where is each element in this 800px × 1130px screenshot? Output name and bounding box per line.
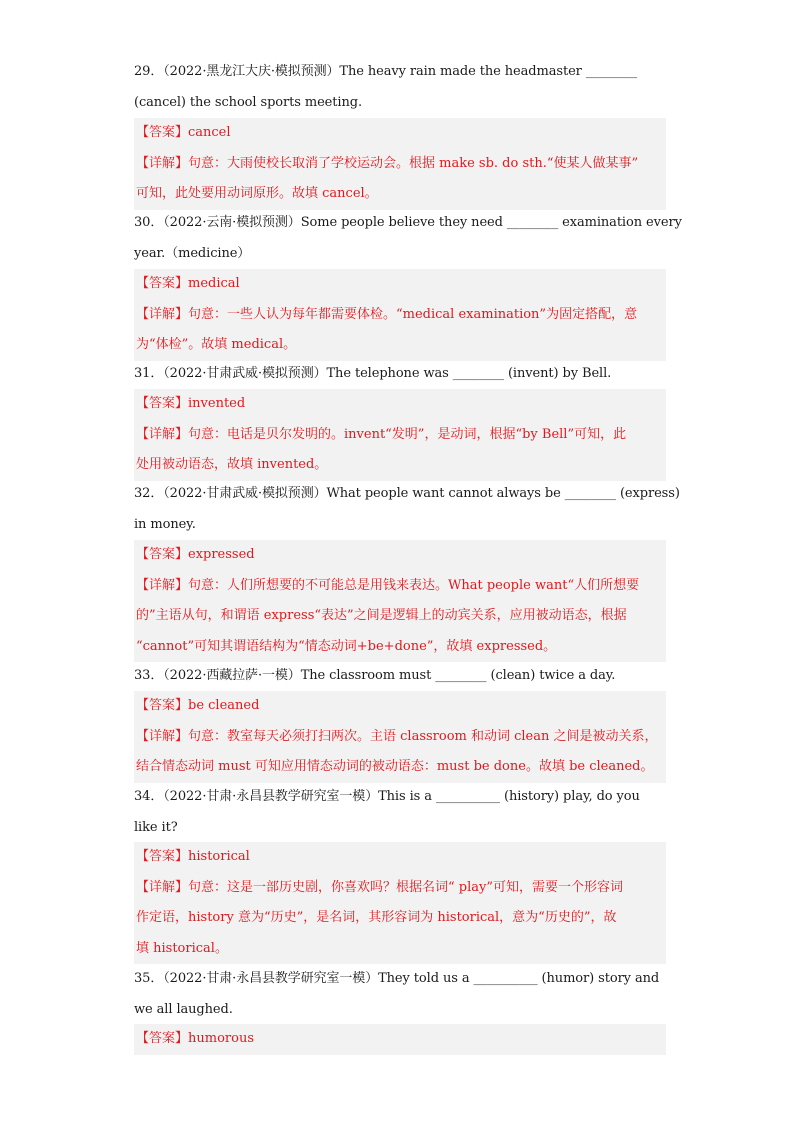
question-text-line: 35．（2022·甘肃·永昌县教学研究室一模）They told us a __________ (humor) story and [134, 971, 660, 986]
question-text-line: like it? [134, 820, 178, 835]
question-text-line: (cancel) the school sports meeting. [134, 95, 362, 110]
question-34 [134, 781, 666, 843]
question-text-line: 34．（2022·甘肃·永昌县教学研究室一模）This is a __________ (history) play, do you [134, 789, 640, 804]
explanation-line: “cannot”可知其谓语结构为“情态动词+be+done”，故填 expressed。 [136, 638, 557, 654]
question-text-line: year.（medicine） [134, 246, 251, 261]
explanation-line: 【详解】句意：大雨使校长取消了学校运动会。根据 make sb. do sth.“使某人做某事” [136, 155, 639, 171]
question-30 [134, 207, 682, 269]
question-33 [134, 660, 666, 691]
question-text-line: 29．（2022·黑龙江大庆·模拟预测）The heavy rain made the headmaster ________ [134, 64, 638, 79]
answer-box-32 [134, 540, 666, 662]
answer-box-34 [134, 842, 666, 964]
explanation-line: 【详解】句意：教室每天必须打扫两次。主语 classroom 和动词 clean 之间是被动关系， [136, 728, 658, 744]
explanation-line: 作定语，history 意为“历史”，是名词，其形容词为 historical，意为“历史的”，故 [136, 910, 617, 925]
answer-box-30 [134, 269, 666, 361]
explanation-line: 结合情态动词 must 可知应用情态动词的被动语态：must be done。故填 be cleaned。 [136, 759, 654, 774]
answer-box-33 [134, 691, 666, 783]
answer-line: 【答案】be cleaned [136, 698, 260, 713]
question-text-line: in money. [134, 517, 196, 532]
answer-line: 【答案】cancel [136, 125, 231, 140]
answer-box-35 [134, 1024, 666, 1055]
explanation-line: 【详解】句意：这是一部历史剧，你喜欢吗？根据名词“ play”可知，需要一个形容词 [136, 879, 623, 895]
explanation-line: 处用被动语态，故填 invented。 [136, 457, 328, 472]
question-text-line: 32．（2022·甘肃武威·模拟预测）What people want cannot always be ________ (express) [134, 486, 680, 501]
question-32 [134, 478, 680, 540]
explanation-line: 填 historical。 [136, 940, 228, 956]
answer-box-29 [134, 118, 666, 210]
explanation-line: 的”主语从句，和谓语 express“表达”之间是逻辑上的动宾关系，应用被动语态，根据 [136, 608, 627, 623]
explanation-line: 可知，此处要用动词原形。故填 cancel。 [136, 186, 378, 201]
answer-line: 【答案】historical [136, 849, 250, 864]
answer-line: 【答案】medical [136, 276, 240, 291]
question-text-line: 30．（2022·云南·模拟预测）Some people believe they need ________ examination every [134, 215, 682, 230]
explanation-line: 为“体检”。故填 medical。 [136, 337, 297, 352]
question-text-line: 33．（2022·西藏拉萨·一模）The classroom must ________ (clean) twice a day. [134, 668, 616, 683]
question-31 [134, 358, 666, 389]
answer-line: 【答案】humorous [136, 1031, 254, 1046]
question-29 [134, 56, 666, 118]
question-text-line: we all laughed. [134, 1002, 233, 1017]
explanation-line: 【详解】句意：人们所想要的不可能总是用钱来表达。What people want“人们所想要 [136, 577, 640, 593]
question-35 [134, 963, 666, 1025]
answer-box-31 [134, 389, 666, 481]
question-text-line: 31．（2022·甘肃武威·模拟预测）The telephone was ________ (invent) by Bell. [134, 366, 612, 381]
answer-line: 【答案】invented [136, 396, 246, 411]
explanation-line: 【详解】句意：电话是贝尔发明的。invent“发明”，是动词，根据“by Bell”可知，此 [136, 426, 627, 442]
explanation-line: 【详解】句意：一些人认为每年都需要体检。“medical examination”为固定搭配，意 [136, 306, 638, 322]
answer-line: 【答案】expressed [136, 547, 255, 562]
